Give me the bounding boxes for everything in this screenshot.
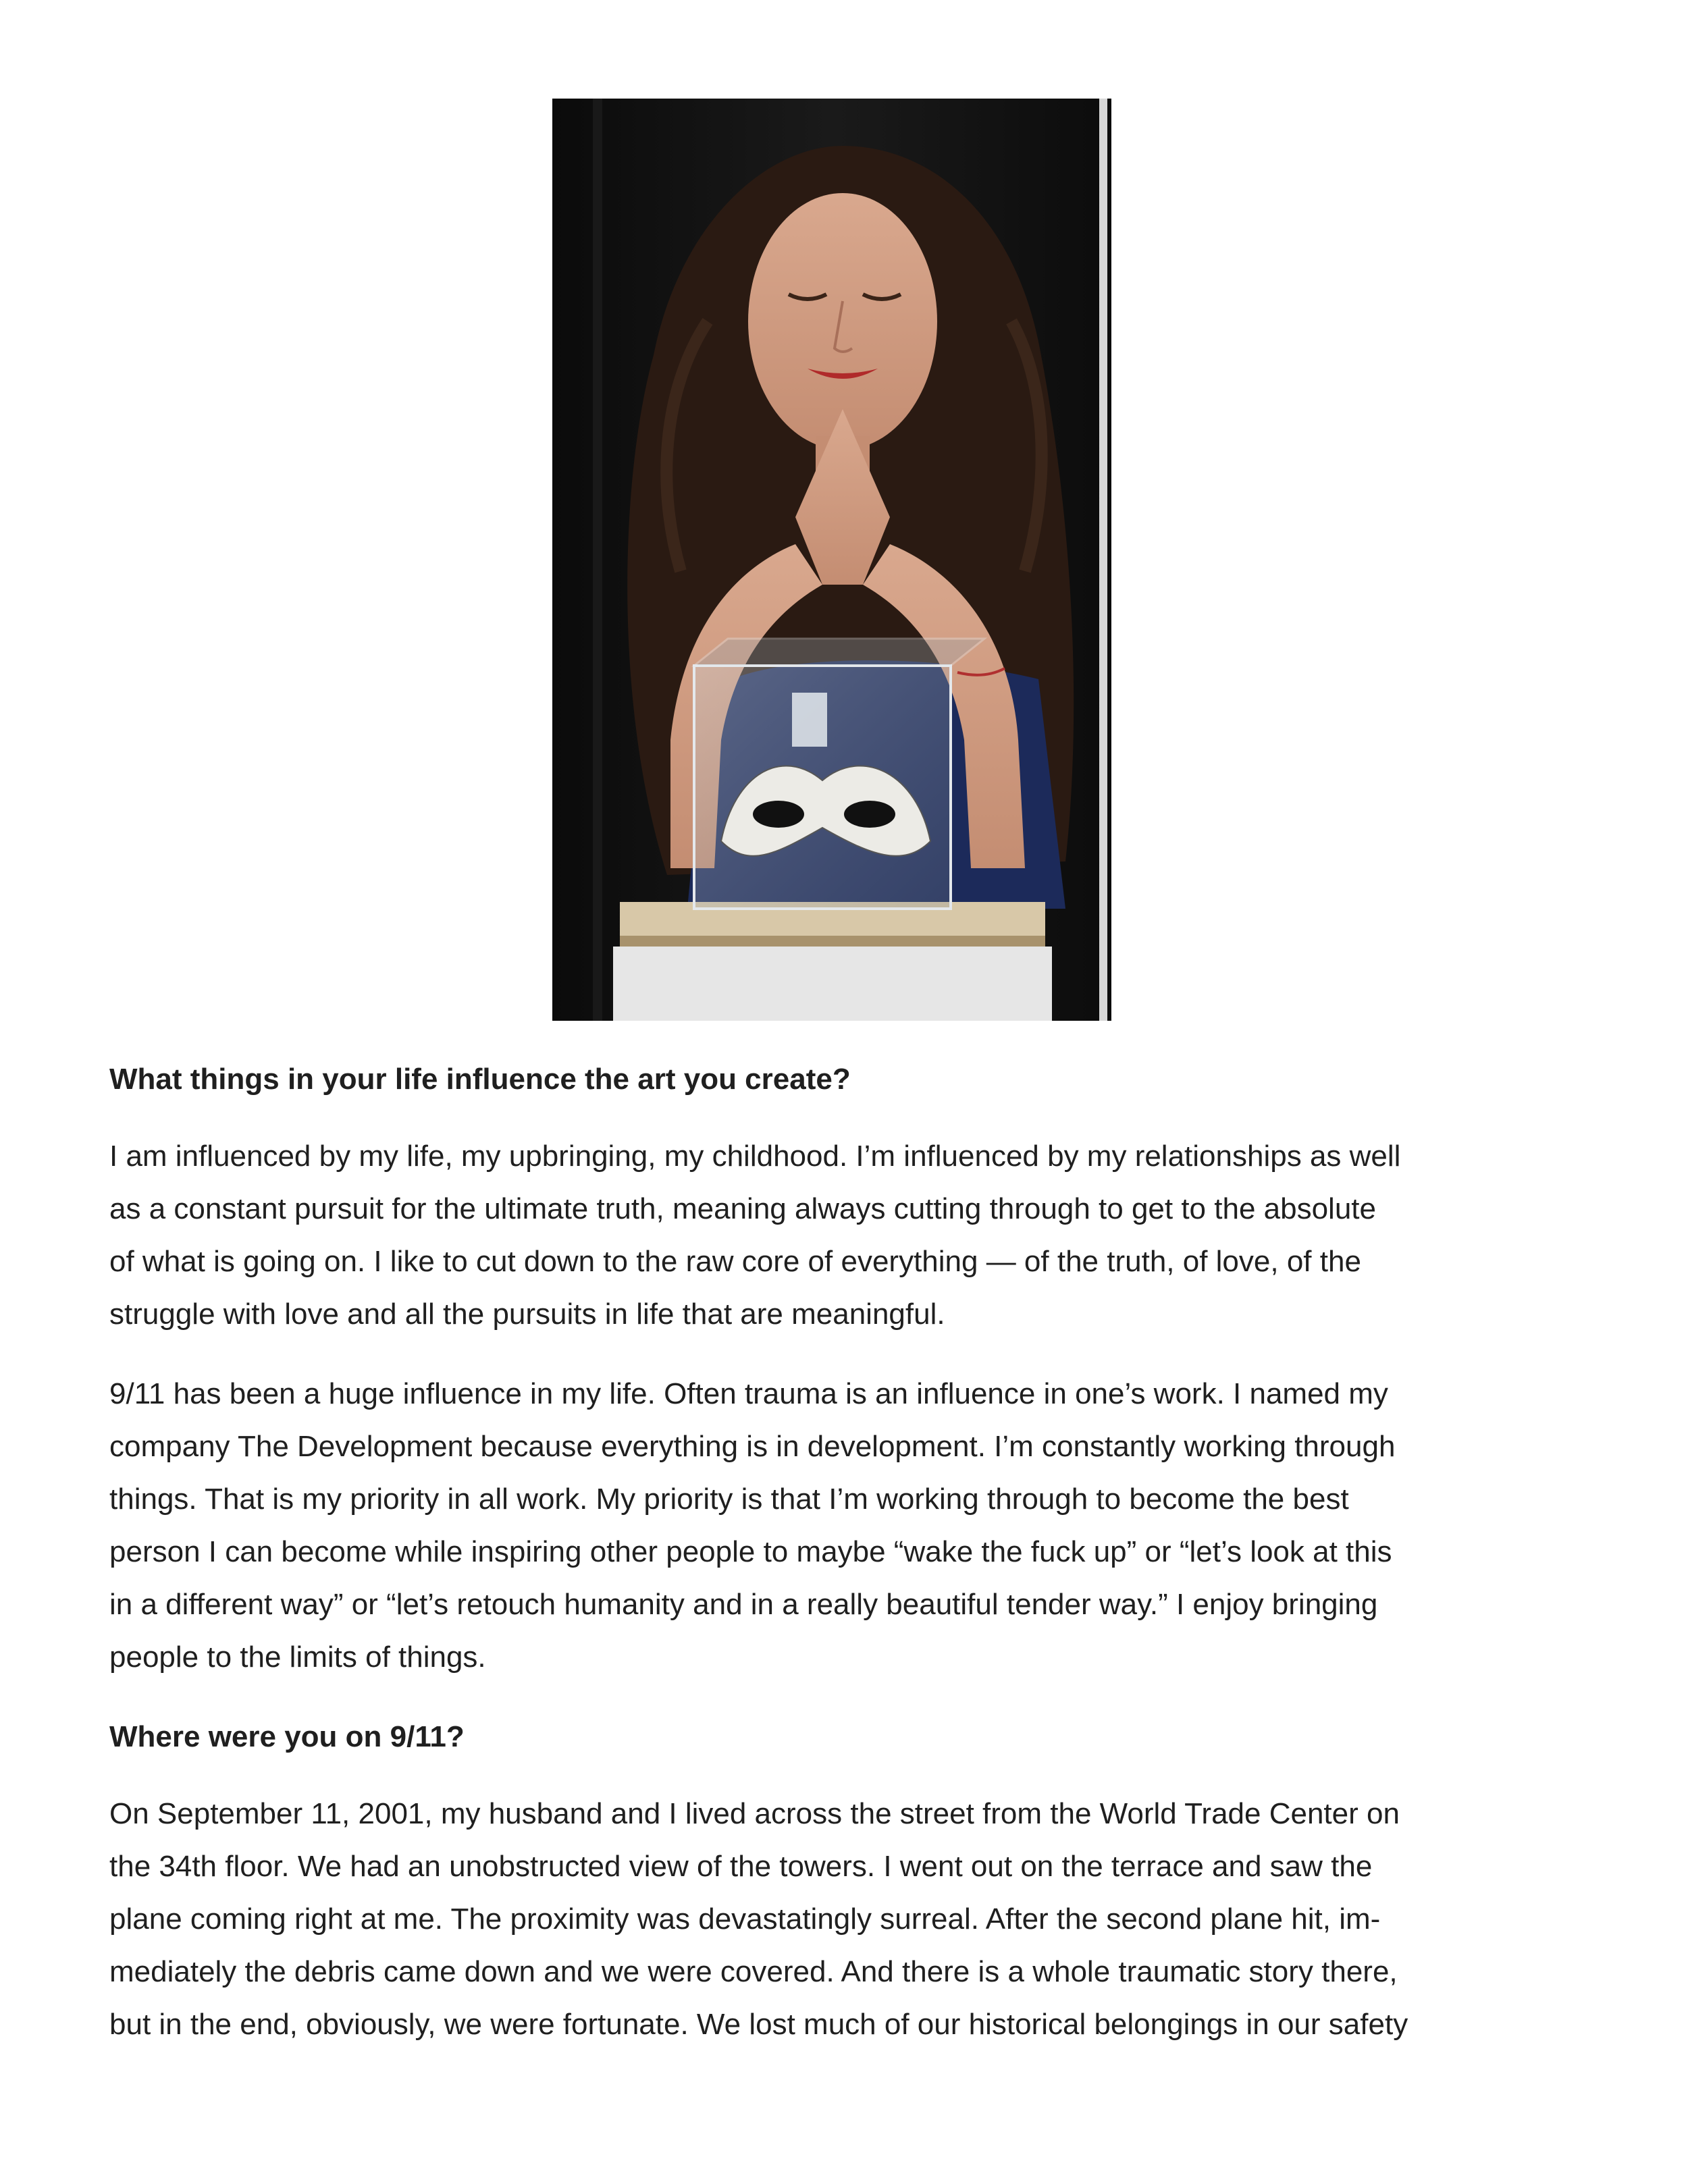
- portrait-photo: [552, 99, 1111, 1021]
- paragraph-line: mediately the debris came down and we were covered. And there is a whole traumatic story there,: [109, 1955, 1398, 1988]
- paragraph-line: person I can become while inspiring other people to maybe “wake the fuck up” or “let’s look at this: [109, 1535, 1392, 1568]
- paragraph-line: things. That is my priority in all work. My priority is that I’m working through to become the best: [109, 1483, 1349, 1516]
- paragraph-line: On September 11, 2001, my husband and I lived across the street from the World Trade Center on: [109, 1797, 1400, 1830]
- paragraph-line: but in the end, obviously, we were fortunate. We lost much of our historical belongings in our safety: [109, 2008, 1408, 2041]
- paragraph: [109, 1130, 1588, 1341]
- paragraph-line: plane coming right at me. The proximity was devastatingly surreal. After the second plane hit, im-: [109, 1902, 1381, 1936]
- paragraph-line: 9/11 has been a huge influence in my life. Often trauma is an influence in one’s work. I named my: [109, 1377, 1388, 1410]
- paragraph-line: I am influenced by my life, my upbringing, my childhood. I’m influenced by my relationships as well: [109, 1140, 1401, 1173]
- paragraph: [109, 1368, 1588, 1684]
- paragraph-line: in a different way” or “let’s retouch humanity and in a really beautiful tender way.” I enjoy bringing: [109, 1588, 1378, 1621]
- paragraph-line: the 34th floor. We had an unobstructed view of the towers. I went out on the terrace and saw the: [109, 1850, 1373, 1883]
- portrait-illustration: [552, 99, 1111, 1021]
- article-body: [109, 1053, 1588, 2078]
- paragraph-line: company The Development because everything is in development. I’m constantly working through: [109, 1430, 1396, 1463]
- paragraph-line: struggle with love and all the pursuits in life that are meaningful.: [109, 1298, 945, 1331]
- question-heading: Where were you on 9/11?: [109, 1720, 465, 1753]
- paragraph-line: people to the limits of things.: [109, 1641, 486, 1674]
- paragraph-line: as a constant pursuit for the ultimate truth, meaning always cutting through to get to the absolute: [109, 1192, 1376, 1225]
- question-heading: What things in your life influence the art you create?: [109, 1063, 851, 1096]
- paragraph: [109, 1788, 1588, 2051]
- paragraph-line: of what is going on. I like to cut down to the raw core of everything — of the truth, of love, of the: [109, 1245, 1361, 1278]
